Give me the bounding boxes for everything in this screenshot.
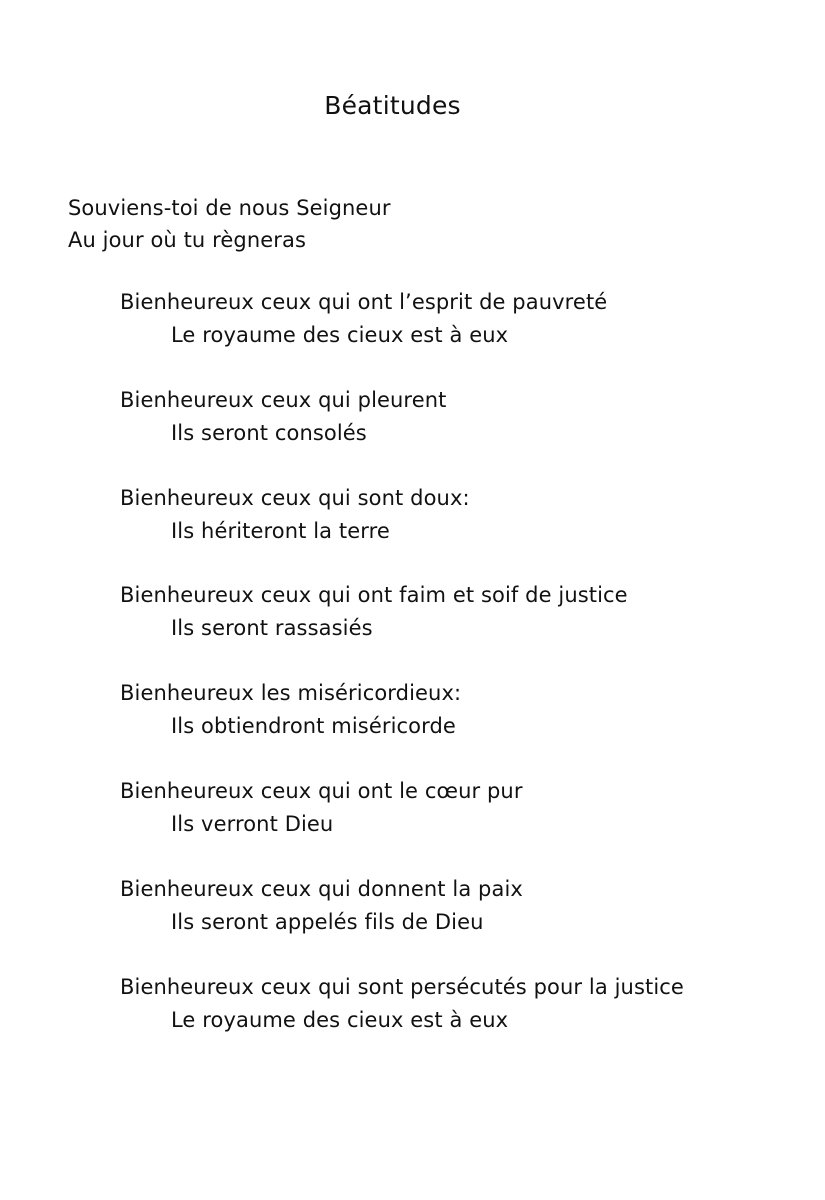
stanza xyxy=(120,775,810,873)
stanza-line: Bienheureux les miséricordieux: xyxy=(120,681,462,706)
stanza-response: Ils obtiendront miséricorde xyxy=(171,714,456,739)
stanza xyxy=(120,384,810,482)
stanza xyxy=(120,286,810,384)
stanza-response: Ils seront appelés fils de Dieu xyxy=(171,909,484,934)
stanza-line: Bienheureux ceux qui sont persécutés pour la justice xyxy=(120,974,684,999)
stanza xyxy=(120,579,810,677)
stanza xyxy=(120,873,810,971)
stanza-line: Bienheureux ceux qui ont le cœur pur xyxy=(120,778,523,803)
refrain-line: Au jour où tu règneras xyxy=(68,228,306,252)
stanza-response: Le royaume des cieux est à eux xyxy=(171,323,509,347)
stanza-line: Bienheureux ceux qui donnent la paix xyxy=(120,876,523,901)
stanza xyxy=(120,482,810,580)
stanza xyxy=(120,677,810,775)
stanza-response: Le royaume des cieux est à eux xyxy=(171,1007,509,1032)
stanza-response: Ils hériteront la terre xyxy=(171,518,390,543)
stanza xyxy=(120,971,810,1069)
stanza-response: Ils seront consolés xyxy=(171,420,367,445)
stanza-line: Bienheureux ceux qui sont doux: xyxy=(120,485,470,510)
stanza-line: Bienheureux ceux qui ont faim et soif de justice xyxy=(120,583,628,608)
stanza-response: Ils verront Dieu xyxy=(171,811,334,836)
refrain xyxy=(68,192,391,256)
beatitudes-list xyxy=(120,286,810,1068)
stanza-response: Ils seront rassasiés xyxy=(171,616,373,641)
stanza-line: Bienheureux ceux qui pleurent xyxy=(120,387,447,412)
page-title: Béatitudes xyxy=(324,91,461,120)
refrain-line: Souviens-toi de nous Seigneur xyxy=(68,196,391,220)
stanza-line: Bienheureux ceux qui ont l’esprit de pauvreté xyxy=(120,290,608,314)
